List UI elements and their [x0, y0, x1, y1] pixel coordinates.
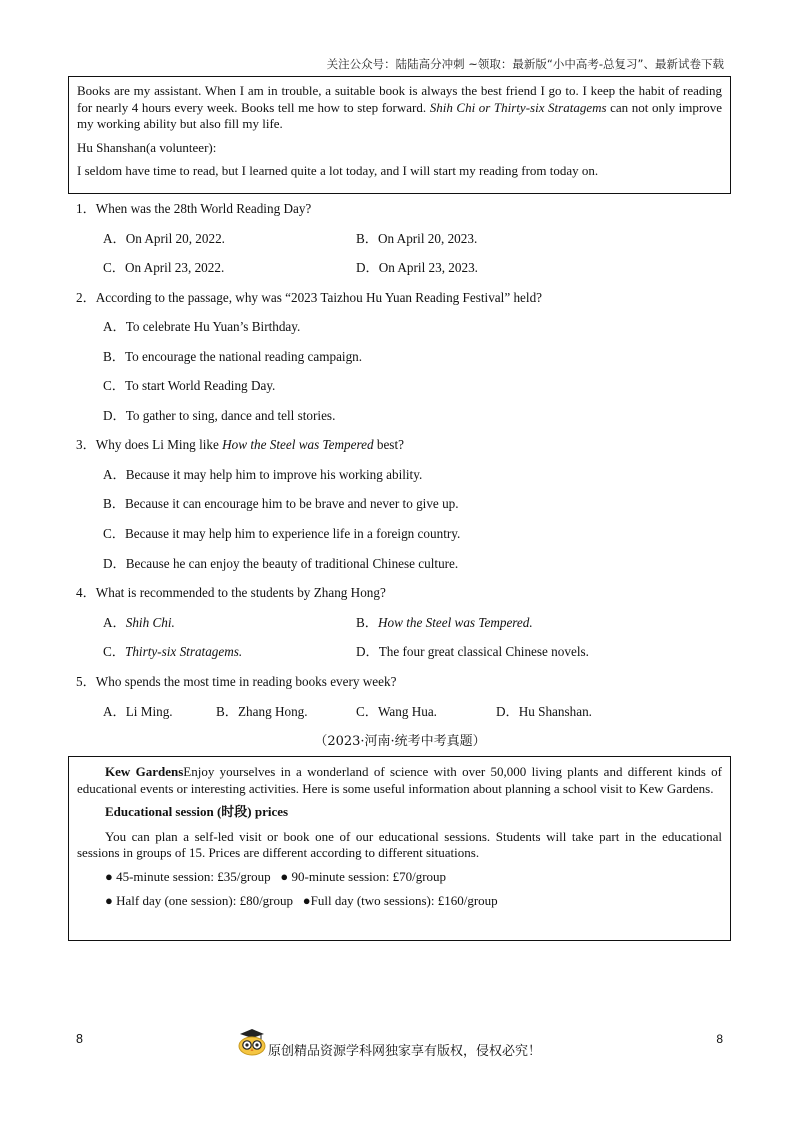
passage2-title: Kew Gardens: [105, 764, 184, 779]
question-5-stem: 5．Who spends the most time in reading books every week?: [76, 674, 397, 689]
page-header: 关注公众号：陆陆高分冲刺 ~领取：最新版“小中高考-总复习”、最新试卷下载: [326, 57, 724, 71]
copyright-notice: 原创精品资源学科网独家享有版权，侵权必究！: [268, 1044, 542, 1059]
passage2-intro-text: Enjoy yourselves in a wonderland of science with over 50,000 living plants and different kinds of educational events or interesting activities. Here is some useful information about planning a school visit to Kew Gardens.: [77, 764, 722, 796]
passage2-subheading: Educational session (时段) prices: [105, 804, 289, 819]
q4-option-a[interactable]: [103, 612, 175, 631]
q4-option-c-text: Thirty-six Stratagems.: [124, 644, 243, 659]
q1-option-b[interactable]: B．On April 20, 2023.: [356, 231, 478, 246]
book-title-italic: Shih Chi or Thirty-six Stratagems: [429, 99, 607, 115]
price-list-line-2: ● Half day (one session): £80/group ●Full day (two sessions): £160/group: [105, 893, 498, 908]
q2-option-b[interactable]: B．To encourage the national reading campaign.: [103, 349, 363, 364]
q5-option-b[interactable]: B．Zhang Hong.: [216, 704, 308, 719]
owl-logo-icon: [237, 1028, 267, 1056]
q4-option-c[interactable]: [103, 641, 242, 660]
passage-box-1: [68, 76, 731, 194]
q4-option-b[interactable]: [356, 612, 533, 631]
q5-option-d[interactable]: D．Hu Shanshan.: [496, 704, 592, 719]
question-4-stem: 4．What is recommended to the students by Zhang Hong?: [76, 585, 386, 600]
q3-stem-end: best?: [373, 437, 404, 452]
q4-option-b-text: How the Steel was Tempered.: [377, 615, 533, 630]
passage1-paragraph: [77, 83, 722, 133]
q3-option-d[interactable]: D．Because he can enjoy the beauty of traditional Chinese culture.: [103, 556, 459, 571]
q3-book-title: How the Steel was Tempered: [222, 437, 374, 452]
q2-option-c[interactable]: C．To start World Reading Day.: [103, 378, 276, 393]
price-list-line-1: ● 45-minute session: £35/group ● 90-minute session: £70/group: [105, 868, 447, 884]
q1-option-d[interactable]: D．On April 23, 2023.: [356, 260, 478, 275]
q3-option-b[interactable]: B．Because it can encourage him to be brave and never to give up.: [103, 496, 459, 511]
passage1-paragraph-2: I seldom have time to read, but I learned quite a lot today, and I will start my reading from today on.: [77, 163, 599, 178]
q4-letter-a: A．: [103, 615, 126, 630]
passage1-text-end: can not only improve my working ability but also fill my life.: [77, 99, 722, 131]
page-number-right: 8: [716, 1032, 723, 1046]
q4-letter-b: B．: [356, 615, 378, 630]
question-1-stem: 1．When was the 28th World Reading Day?: [76, 201, 312, 216]
question-2-stem: 2．According to the passage, why was “2023 Taizhou Hu Yuan Reading Festival” held?: [76, 290, 543, 305]
q2-option-d[interactable]: D．To gather to sing, dance and tell stories.: [103, 408, 336, 423]
question-source: （2023·河南·统考中考真题）: [314, 734, 486, 749]
q4-letter-c: C．: [103, 644, 125, 659]
q5-option-a[interactable]: A．Li Ming.: [103, 704, 173, 719]
q3-option-a[interactable]: A．Because it may help him to improve his working ability.: [103, 467, 423, 482]
question-3-stem: [76, 434, 404, 453]
q5-option-c[interactable]: C．Wang Hua.: [356, 704, 437, 719]
q4-option-a-text: Shih Chi.: [125, 615, 175, 630]
q4-option-d-text: The four great classical Chinese novels.: [378, 644, 589, 659]
passage-box-2: [68, 756, 731, 941]
passage1-text: Books are my assistant. When I am in trouble, a suitable book is always the best friend I go to. I keep the habit of reading for nearly 4 hours every week. Books tell me how to step forward.: [77, 83, 722, 115]
q4-option-d[interactable]: [356, 641, 589, 660]
q1-option-a[interactable]: A．On April 20, 2022.: [103, 231, 225, 246]
passage2-intro: [77, 764, 722, 797]
q1-option-c[interactable]: C．On April 23, 2022.: [103, 260, 225, 275]
q3-stem-text: 3．Why does Li Ming like: [76, 437, 223, 452]
q4-letter-d: D．: [356, 644, 379, 659]
q3-option-c[interactable]: C．Because it may help him to experience life in a foreign country.: [103, 526, 461, 541]
passage2-paragraph: You can plan a self-led visit or book one of our educational sessions. Students will take part in the educational sessions in groups of 15. Prices are different according to different situations.: [77, 828, 722, 860]
page-number-left: 8: [76, 1032, 83, 1046]
q2-option-a[interactable]: A．To celebrate Hu Yuan’s Birthday.: [103, 319, 301, 334]
speaker-label: Hu Shanshan(a volunteer):: [77, 139, 217, 155]
